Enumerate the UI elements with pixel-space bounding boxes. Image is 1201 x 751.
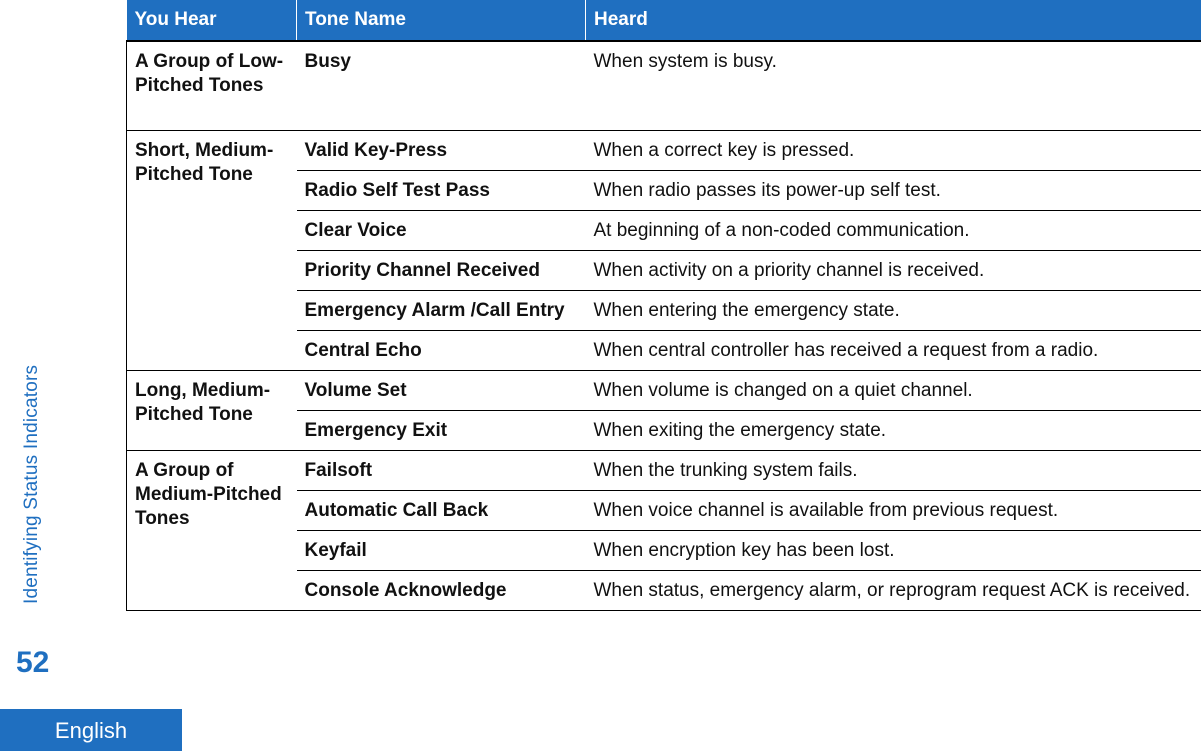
- heard-cell: When a correct key is pressed.: [586, 131, 1201, 171]
- heard-cell: When exiting the emergency state.: [586, 411, 1201, 451]
- tone-name-cell: Keyfail: [297, 531, 586, 571]
- tone-name-cell: Priority Channel Received: [297, 251, 586, 291]
- tone-name-cell: Valid Key-Press: [297, 131, 586, 171]
- tone-name-cell: Automatic Call Back: [297, 491, 586, 531]
- you-hear-cell: A Group of Medium-Pitched Tones: [127, 451, 297, 611]
- language-tab: English: [0, 709, 182, 751]
- heard-cell: When entering the emergency state.: [586, 291, 1201, 331]
- tone-name-cell: Emergency Alarm /Call Entry: [297, 291, 586, 331]
- tone-name-cell: Volume Set: [297, 371, 586, 411]
- table-row: [127, 371, 1201, 411]
- you-hear-cell: A Group of Low-Pitched Tones: [127, 41, 297, 131]
- you-hear-cell: Short, Medium-Pitched Tone: [127, 131, 297, 371]
- heard-cell: When status, emergency alarm, or reprogram request ACK is received.: [586, 571, 1201, 611]
- tone-name-cell: Central Echo: [297, 331, 586, 371]
- table-row: [127, 41, 1201, 131]
- tone-name-cell: Busy: [297, 41, 586, 131]
- heard-cell: At beginning of a non-coded communication.: [586, 211, 1201, 251]
- header-you-hear: You Hear: [127, 0, 297, 41]
- heard-cell: When system is busy.: [586, 41, 1201, 131]
- heard-cell: When activity on a priority channel is received.: [586, 251, 1201, 291]
- you-hear-cell: Long, Medium-Pitched Tone: [127, 371, 297, 451]
- heard-cell: When encryption key has been lost.: [586, 531, 1201, 571]
- header-heard: Heard: [586, 0, 1201, 41]
- heard-cell: When central controller has received a request from a radio.: [586, 331, 1201, 371]
- tone-name-cell: Clear Voice: [297, 211, 586, 251]
- page-number: 52: [16, 646, 50, 679]
- tone-name-cell: Radio Self Test Pass: [297, 171, 586, 211]
- heard-cell: When radio passes its power-up self test.: [586, 171, 1201, 211]
- table-row: [127, 451, 1201, 491]
- tone-name-cell: Console Acknowledge: [297, 571, 586, 611]
- section-title: Identifying Status Indicators: [21, 364, 42, 604]
- tone-name-cell: Emergency Exit: [297, 411, 586, 451]
- heard-cell: When volume is changed on a quiet channel.: [586, 371, 1201, 411]
- heard-cell: When voice channel is available from previous request.: [586, 491, 1201, 531]
- table-row: [127, 131, 1201, 171]
- tone-name-cell: Failsoft: [297, 451, 586, 491]
- table-header-row: [127, 0, 1201, 41]
- heard-cell: When the trunking system fails.: [586, 451, 1201, 491]
- tone-table: [126, 0, 1201, 611]
- header-tone-name: Tone Name: [297, 0, 586, 41]
